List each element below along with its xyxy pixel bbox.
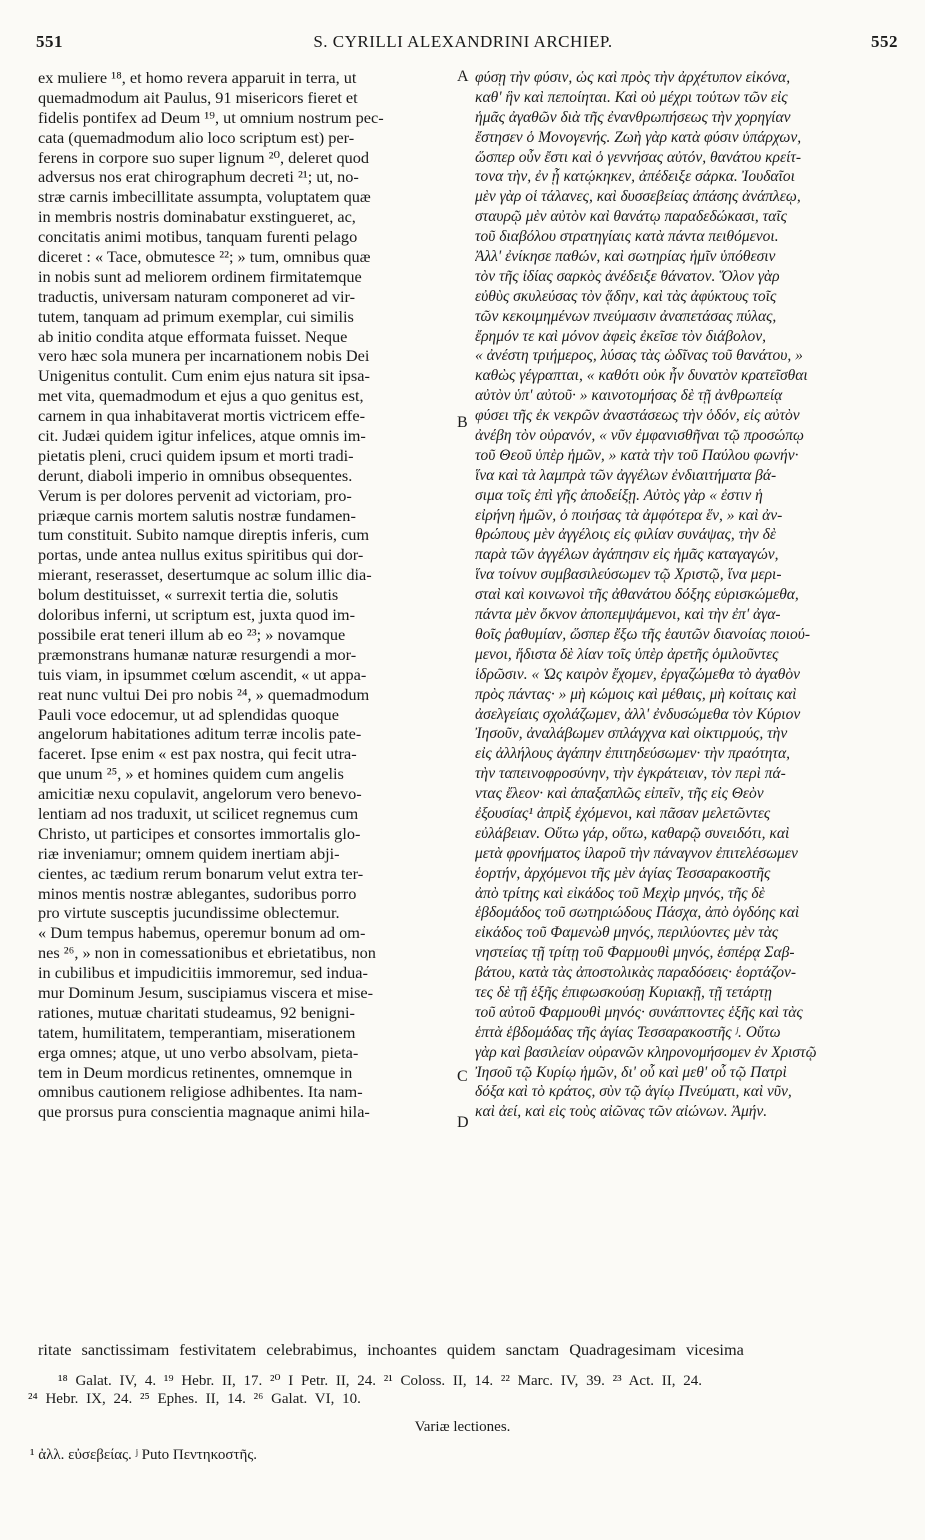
- latin-line: tem in Deum mordicus retinentes, omnemque in: [38, 1062, 353, 1082]
- latin-line: mierant, reserasset, desertumque ac solum illic dia-: [38, 565, 372, 585]
- page-number-left: 551: [36, 32, 63, 51]
- latin-line: tum constituit. Subito namque direptis inferis, cum: [38, 525, 370, 545]
- greek-line: πρὸς πάντας· » μὴ κώμοις καὶ μέθαις, μὴ κοίταις καὶ: [475, 685, 797, 703]
- greek-line: τονα τὴν, ἐν ᾗ κατῴκηκεν, ἀπέδειξε σάρκα. Ἰουδαῖοι: [475, 168, 795, 186]
- latin-line: ab initio condita atque efformata fuisset. Neque: [38, 326, 348, 346]
- greek-line: τες δὲ τῇ ἑξῆς ἐπιφωσκούσῃ Κυριακῇ, τῇ τετάρτῃ: [475, 983, 772, 1001]
- latin-line: que prorsus pura conscientia magnaque animi hila-: [38, 1102, 370, 1122]
- latin-line: Christo, ut participes et consortes immortalis glo-: [38, 823, 361, 843]
- running-title: S. CYRILLI ALEXANDRINI ARCHIEP.: [313, 32, 613, 51]
- latin-line: lentiam ad nos traduxit, ut scilicet regnemus cum: [38, 803, 359, 823]
- greek-line: μετὰ φρονήματος ἱλαροῦ τὴν πάναγνον ἐπιτελέσωμεν: [475, 844, 798, 862]
- greek-line: εἰκάδος τοῦ Φαμενὼθ μηνός, περιλύοντες μὲν τὰς: [475, 924, 779, 942]
- margin-marker-c: C: [457, 1068, 468, 1085]
- greek-line: αὐτὸν ὑπ' αὐτοῦ· » καινοτομήσας δὲ τῇ ἀνθρωπείᾳ: [475, 387, 783, 405]
- latin-line: tutem, tanquam ad primum exemplar, cui similis: [38, 306, 354, 326]
- margin-marker-a: A: [457, 68, 469, 85]
- greek-line: ἐξουσίας¹ ἀπρὶξ ἐχόμενοι, καὶ πᾶσαν μελετῶντες: [475, 804, 771, 822]
- greek-line: Ἀλλ' ἐνίκησε παθών, καὶ σωτηρίας ἡμῖν ὑπόθεσιν: [475, 248, 776, 266]
- latin-line: que unum ²⁵, » et homines quidem cum angelis: [38, 764, 344, 784]
- latin-line: traductis, universam naturam componeret ad vir-: [38, 286, 356, 306]
- margin-marker-d: D: [457, 1114, 469, 1131]
- greek-line: ἡμᾶς ἀγαθῶν διὰ τῆς ἐνανθρωπήσεως τὴν χορηγίαν: [475, 108, 791, 126]
- latin-line: amicitiæ nexu copulavit, angelorum vero benevo-: [38, 784, 362, 804]
- greek-line: καθ' ἣν καὶ πεποίηται. Καὶ οὐ μέχρι τούτων τῶν εἰς: [475, 88, 788, 106]
- latin-line: in nobis sunt ad meliorem ordinem firmitatemque: [38, 266, 362, 286]
- greek-line: « ἀνέστη τριήμερος, λύσας τὰς ὠδῖνας τοῦ θανάτου, »: [475, 347, 803, 365]
- greek-line: ἱδρῶσιν. « Ὡς καιρὸν ἔχομεν, ἐργαζώμεθα τὸ ἀγαθὸν: [475, 665, 800, 683]
- latin-line: portas, unde antea nullus exitus spiritibus qui dor-: [38, 545, 364, 565]
- latin-line: in membris nostris dominabatur exstingueret, ac,: [38, 207, 356, 227]
- greek-line: ἔρημόν τε καὶ μόνον ἀφεὶς ἐκεῖσε τὸν διάβολον,: [475, 327, 766, 345]
- latin-line: mur Dominum Jesum, suscipiamus viscera et mise-: [38, 982, 374, 1002]
- margin-marker-b: B: [457, 414, 468, 431]
- latin-line: « Dum tempus habemus, operemur bonum ad om-: [38, 923, 366, 943]
- latin-line: pro virtute susceptis jucundissime oblectemur.: [38, 903, 340, 923]
- greek-line: καὶ ἀεί, καὶ εἰς τοὺς αἰῶνας τῶν αἰώνων. Ἀμήν.: [475, 1103, 768, 1121]
- greek-line: ντας ἔλεον· καὶ ἁπαξαπλῶς εἰπεῖν, τῆς εἰς Θεὸν: [475, 785, 764, 803]
- latin-line: priæque carnis mortem salutis nostræ fundamen-: [38, 505, 356, 525]
- full-width-continuation: inchoantes quidem sanctam Quadragesimam vicesima: [367, 1340, 744, 1359]
- greek-line: εἰρήνη ἡμῶν, ὁ ποιήσας τὰ ἀμφότερα ἕν, » καὶ ἀν-: [475, 506, 783, 524]
- greek-line: μενοι, ἥδιστα δὲ λίαν τοῖς ὑπὲρ ἀρετῆς ὁμιλοῦντες: [475, 645, 779, 663]
- latin-line: vero hæc sola munera per incarnationem nobis Dei: [38, 346, 370, 366]
- greek-line: γὰρ καὶ βασιλείαν οὐρανῶν κληρονομήσομεν ἐν Χριστῷ: [475, 1043, 817, 1061]
- latin-line: nes ²⁶, » non in comessationibus et ebrietatibus, non: [38, 943, 376, 963]
- latin-line: bolum destituisset, « surrexit tertia die, solutis: [38, 585, 339, 605]
- greek-line: ἑορτήν, ἀρχόμενοι τῆς μὲν ἁγίας Τεσσαρακοστῆς: [475, 864, 771, 882]
- running-header: [28, 32, 898, 58]
- greek-line: σταυρῷ μὲν αὐτὸν καὶ θανάτῳ παραδεδώκασι, ταῖς: [475, 208, 787, 226]
- greek-line: ἀσελγείαις σχολάζωμεν, ἀλλ' ἐνδυσώμεθα τὸν Κύριον: [475, 705, 801, 723]
- greek-line: πάντα μὲν ὄκνον ἀποπεμψάμενοι, καὶ τὴν ἐπ' ἀγα-: [475, 606, 781, 624]
- greek-line: θρώπους μὲν ἀγγέλοις εἰς φιλίαν συνάψας, τὴν δὲ: [475, 526, 776, 544]
- greek-line: τοῦ διαβόλου στρατηγίαις κατὰ πάντα πειθόμενοι.: [475, 228, 779, 246]
- latin-line: angelorum habitationes aditum terræ incolis pate-: [38, 724, 362, 744]
- greek-line: ἀπὸ τρίτης καὶ εἰκάδος τοῦ Μεχὶρ μηνός, τῆς δὲ: [475, 884, 765, 902]
- greek-line: τὴν ταπεινοφροσύνην, τὴν ἐγκράτειαν, τὸν περὶ πά-: [475, 765, 786, 783]
- latin-line: doloribus inferni, ut scriptum est, juxta quod im-: [38, 605, 355, 625]
- greek-line: τῶν κεκοιμημένων πνεύμασιν ἀναπετάσας πύλας,: [475, 307, 777, 325]
- latin-line: fidelis pontifex ad Deum ¹⁹, ut omnium nostrum pec-: [38, 107, 384, 127]
- latin-line: Verum is per dolores pervenit ad victoriam, pro-: [38, 485, 352, 505]
- latin-line: carnem in qua inhabitaverat mortis victricem effe-: [38, 406, 365, 426]
- latin-line: in cubilibus et impudicitiis immoremur, sed indua-: [38, 963, 368, 983]
- greek-line: ἑβδομάδος τοῦ σωτηριώδους Πάσχα, ἀπὸ ὀγδόης καὶ: [475, 904, 800, 922]
- greek-line: βάτου, κατὰ τὰς ἀποστολικὰς παραδόσεις· ἑορτάζον-: [475, 964, 797, 982]
- latin-line: tatem, humilitatem, temperantiam, miserationem: [38, 1022, 356, 1042]
- latin-line: derunt, diaboli imperio in omnibus obsequentes.: [38, 465, 353, 485]
- greek-line: ἵνα καὶ τὰ λαμπρὰ τῶν ἀγγέλων ἐνδιαιτήματα βά-: [475, 466, 777, 484]
- latin-last-line: ritate sanctissimam festivitatem celebrabimus,: [38, 1340, 358, 1359]
- latin-line: stræ carnis imbecillitate assumpta, voluptatem quæ: [38, 187, 371, 207]
- spanning-line: [38, 1340, 898, 1360]
- latin-line: faceret. Ipse enim « est pax nostra, qui fecit utra-: [38, 744, 357, 764]
- latin-line: erga omnes; atque, ut uno verbo absolvam, pieta-: [38, 1042, 359, 1062]
- latin-line: diceret : « Tace, obmutesce ²²; » tum, omnibus quæ: [38, 247, 371, 267]
- greek-line: τοῦ Θεοῦ ὑπὲρ ἡμῶν, » κατὰ τὴν τοῦ Παύλου φωνήν·: [475, 446, 799, 464]
- latin-line: pietatis pleni, cruci quidem ipsum et morti tradi-: [38, 445, 354, 465]
- greek-line: μὲν γὰρ οἱ τάλανες, καὶ δυσσεβείας ἁπάσης ἀνάπλεῳ,: [475, 188, 801, 206]
- latin-line: riæ inveniamur; omnem quidem inertiam abji-: [38, 843, 340, 863]
- latin-column: [38, 68, 468, 1122]
- latin-line: Unigenitus contulit. Cum enim ejus natura sit ipsa-: [38, 366, 370, 386]
- greek-line: φύσῃ τὴν φύσιν, ὡς καὶ πρὸς τὴν ἀρχέτυπον εἰκόνα,: [475, 69, 791, 86]
- greek-line: σιμα τοῖς ἐπὶ γῆς ἀποδείξῃ. Αὐτὸς γὰρ « ἐστιν ἡ: [475, 486, 763, 504]
- greek-line: εἰς ἀλλήλους ἀγάπην ἐπιτηδεύσωμεν· τὴν πραότητα,: [475, 745, 790, 763]
- greek-line: φύσει τῆς ἐκ νεκρῶν ἀναστάσεως τὴν ὁδόν, εἰς αὐτὸν: [475, 407, 800, 425]
- latin-line: quemadmodum ait Paulus, 91 misericors fieret et: [38, 87, 358, 107]
- greek-line: Ἰησοῦ τῷ Κυρίῳ ἡμῶν, δι' οὗ καὶ μεθ' οὗ τῷ Πατρὶ: [475, 1063, 787, 1081]
- latin-line: possibile erat teneri illum ab eo ²³; » novamque: [38, 624, 346, 644]
- greek-line: τὸν τῆς ἰδίας σαρκὸς ἀνέδειξε θάνατον. Ὅλον γὰρ: [475, 267, 780, 285]
- greek-column: [475, 68, 895, 1122]
- greek-line: θοῖς ῥαθυμίαν, ὥσπερ ἔξω τῆς ἑαυτῶν διανοίας ποιού-: [475, 625, 811, 643]
- latin-line: cata (quemadmodum alio loco scriptum est) per-: [38, 127, 355, 147]
- latin-line: præmonstrans humanæ naturæ resurgendi a mor-: [38, 644, 357, 664]
- variae-lectiones-title: Variæ lectiones.: [414, 1419, 511, 1435]
- latin-line: met vita, quemadmodum et ejus a quo genitus est,: [38, 386, 364, 406]
- greek-line: ἵνα τοίνυν συμβασιλεύσωμεν τῷ Χριστῷ, ἵνα μερι-: [475, 566, 782, 584]
- page-number-right: 552: [871, 32, 898, 51]
- variae-lectiones-text: ¹ ἀλλ. εὐσεβείας. ʲ Puto Πεντηκοστῆς.: [30, 1447, 258, 1463]
- greek-line: ἑπτὰ ἑβδομάδας τῆς ἁγίας Τεσσαρακοστῆς ʲ. Οὕτω: [475, 1023, 781, 1041]
- latin-line: ferens in corpore suo super lignum ²⁰, deleret quod: [38, 147, 370, 167]
- greek-line: καθὼς γέγραπται, « καθότι οὐκ ἦν δυνατὸν κρατεῖσθαι: [475, 367, 808, 385]
- greek-line: ὥσπερ οὖν ἔστι καὶ ὁ γεννήσας αὐτόν, θανάτου κρείτ-: [475, 148, 802, 166]
- greek-line: Ἰησοῦν, ἀναλάβωμεν σπλάγχνα καὶ οἰκτιρμούς, τὴν: [475, 725, 788, 743]
- latin-line: cientes, ac tædium rerum bonarum velut extra ter-: [38, 863, 364, 883]
- greek-line: παρὰ τῶν ἀγγέλων ἀγάπησιν εἰς ἡμᾶς καταγαγών,: [475, 546, 779, 564]
- latin-line: omnibus cautionem religiose adhibentes. Ita nam-: [38, 1082, 363, 1102]
- greek-line: ἔστησεν ὁ Μονογενής. Ζωὴ γὰρ κατὰ φύσιν ὑπάρχων,: [475, 128, 802, 146]
- latin-line: Pauli voce edocemur, ut ad splendidas quoque: [38, 704, 339, 724]
- latin-line: tuis viam, in ipsummet cœlum ascendit, « ut appa-: [38, 664, 367, 684]
- latin-line: minos mentis nostræ ablegantes, sudoribus porro: [38, 883, 357, 903]
- footnotes-line-1: ¹⁸ Galat. IV, 4. ¹⁹ Hebr. II, 17. ²⁰ I Petr. II, 24. ²¹ Coloss. II, 14. ²² Marc. IV, 39. ²³ Act. II, 24.: [58, 1373, 702, 1389]
- greek-line: τοῦ αὐτοῦ Φαρμουθὶ μηνός· συνάπτοντες ἑξῆς καὶ τὰς: [475, 1003, 803, 1021]
- latin-line: reat nunc vultui Dei pro nobis ²⁴, » quemadmodum: [38, 684, 370, 704]
- greek-line: εὐλάβειαν. Οὕτω γάρ, οὕτω, καθαρῷ συνειδότι, καὶ: [475, 824, 790, 842]
- latin-line: adversus nos erat chirographum decreti ²¹; ut, no-: [38, 167, 359, 187]
- latin-line: ex muliere ¹⁸, et homo revera apparuit in terra, ut: [38, 68, 357, 87]
- latin-line: cit. Judæi quidem igitur infelices, atque omnis im-: [38, 426, 366, 446]
- latin-line: rationes, mutuæ charitati studeamus, 92 benigni-: [38, 1002, 355, 1022]
- greek-line: νηστείας τῇ τρίτῃ τοῦ Φαρμουθὶ μηνός, ἑσπέρᾳ Σαβ-: [475, 944, 795, 962]
- greek-line: εὐθὺς σκυλεύσας τὸν ᾅδην, καὶ τὰς ἀφύκτους τοῖς: [475, 287, 777, 305]
- greek-line: σταὶ καὶ κοινωνοὶ τῆς ἀθανάτου δόξης εὑρισκώμεθα,: [475, 586, 799, 604]
- latin-line: concitatis animi motibus, tanquam furenti pelago: [38, 227, 358, 247]
- greek-line: ἀνέβη τὸν οὐρανόν, « νῦν ἐμφανισθῆναι τῷ προσώπῳ: [475, 427, 804, 445]
- footnotes-line-2: ²⁴ Hebr. IX, 24. ²⁵ Ephes. II, 14. ²⁶ Galat. VI, 10.: [28, 1391, 361, 1407]
- greek-line: δόξα καὶ τὸ κράτος, σὺν τῷ ἁγίῳ Πνεύματι, καὶ νῦν,: [475, 1083, 792, 1101]
